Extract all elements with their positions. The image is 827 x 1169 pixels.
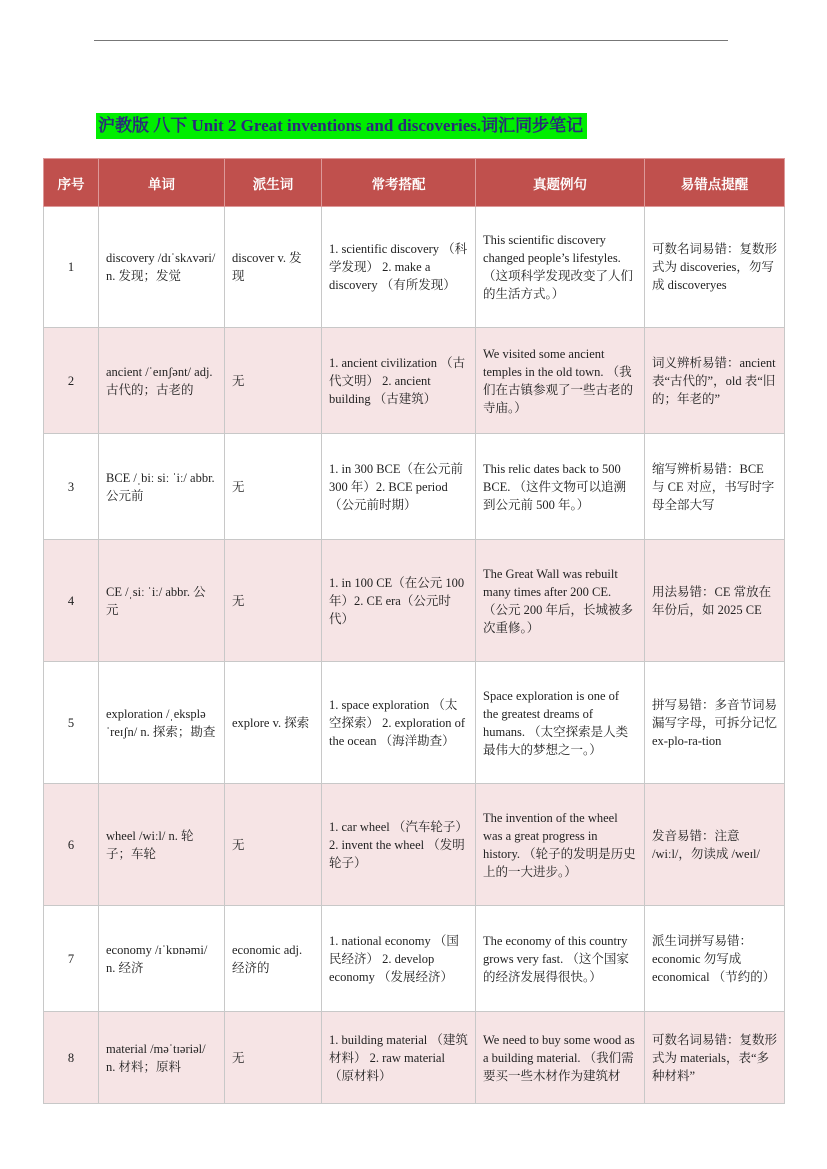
header-pitfall: 易错点提醒 [645, 159, 785, 207]
cell-word: exploration /ˌekspləˈreɪʃn/ n. 探索；勘查 [99, 662, 225, 784]
cell-pitfall: 缩写辨析易错：BCE 与 CE 对应，书写时字母全部大写 [645, 434, 785, 540]
cell-pitfall: 可数名词易错：复数形式为 materials，表“多种材料” [645, 1012, 785, 1104]
cell-number: 2 [44, 328, 99, 434]
cell-example: This scientific discovery changed people’s lifestyles. （这项科学发现改变了人们的生活方式。） [476, 207, 645, 328]
cell-pitfall: 拼写易错：多音节词易漏写字母，可拆分记忆 ex-plo-ra-tion [645, 662, 785, 784]
table-row [44, 540, 785, 662]
cell-example: This relic dates back to 500 BCE. （这件文物可以追溯到公元前 500 年。） [476, 434, 645, 540]
table-row [44, 434, 785, 540]
cell-pitfall: 发音易错：注意 /wiːl/，勿读成 /weɪl/ [645, 784, 785, 906]
cell-example: Space exploration is one of the greatest dreams of humans. （太空探索是人类最伟大的梦想之一。） [476, 662, 645, 784]
cell-pitfall: 词义辨析易错：ancient 表“古代的”，old 表“旧的；年老的” [645, 328, 785, 434]
cell-pitfall: 用法易错：CE 常放在年份后，如 2025 CE [645, 540, 785, 662]
cell-example: The Great Wall was rebuilt many times after 200 CE. （公元 200 年后，长城被多次重修。） [476, 540, 645, 662]
cell-derived: discover v. 发现 [225, 207, 322, 328]
cell-collocation: 1. building material （建筑材料） 2. raw material （原材料） [322, 1012, 476, 1104]
cell-derived: 无 [225, 784, 322, 906]
cell-word: CE /ˌsiː ˈiː/ abbr. 公元 [99, 540, 225, 662]
cell-derived: economic adj. 经济的 [225, 906, 322, 1012]
cell-collocation: 1. space exploration （太空探索） 2. exploration of the ocean （海洋勘查） [322, 662, 476, 784]
cell-word: ancient /ˈeɪnʃənt/ adj. 古代的；古老的 [99, 328, 225, 434]
header-number: 序号 [44, 159, 99, 207]
cell-example: We visited some ancient temples in the old town. （我们在古镇参观了一些古老的寺庙。） [476, 328, 645, 434]
cell-number: 1 [44, 207, 99, 328]
cell-example: We need to buy some wood as a building material. （我们需要买一些木材作为建筑材 [476, 1012, 645, 1104]
header-example: 真题例句 [476, 159, 645, 207]
table-row [44, 906, 785, 1012]
table-row [44, 328, 785, 434]
cell-pitfall: 派生词拼写易错：economic 勿写成 economical （节约的） [645, 906, 785, 1012]
cell-derived: 无 [225, 434, 322, 540]
cell-word: BCE /ˌbiː siː ˈiː/ abbr. 公元前 [99, 434, 225, 540]
cell-number: 4 [44, 540, 99, 662]
cell-number: 6 [44, 784, 99, 906]
cell-word: wheel /wiːl/ n. 轮子；车轮 [99, 784, 225, 906]
cell-number: 7 [44, 906, 99, 1012]
cell-word: discovery /dɪˈskʌvəri/ n. 发现；发觉 [99, 207, 225, 328]
document-title: 沪教版 八下 Unit 2 Great inventions and discoveries.词汇同步笔记 [96, 113, 587, 139]
cell-collocation: 1. in 100 CE（在公元 100 年）2. CE era（公元时代） [322, 540, 476, 662]
header-derived: 派生词 [225, 159, 322, 207]
cell-word: economy /ɪˈkɒnəmi/ n. 经济 [99, 906, 225, 1012]
cell-collocation: 1. scientific discovery （科学发现） 2. make a discovery （有所发现） [322, 207, 476, 328]
cell-number: 5 [44, 662, 99, 784]
vocabulary-table [43, 158, 785, 1104]
header-rule [94, 40, 728, 41]
cell-pitfall: 可数名词易错：复数形式为 discoveries，勿写成 discoveryes [645, 207, 785, 328]
table-row [44, 1012, 785, 1104]
cell-collocation: 1. national economy （国民经济） 2. develop economy （发展经济） [322, 906, 476, 1012]
cell-derived: explore v. 探索 [225, 662, 322, 784]
cell-example: The economy of this country grows very fast. （这个国家的经济发展得很快。） [476, 906, 645, 1012]
cell-collocation: 1. ancient civilization （古代文明） 2. ancient building （古建筑） [322, 328, 476, 434]
cell-derived: 无 [225, 328, 322, 434]
cell-example: The invention of the wheel was a great progress in history. （轮子的发明是历史上的一大进步。） [476, 784, 645, 906]
cell-collocation: 1. in 300 BCE（在公元前 300 年）2. BCE period （公元前时期） [322, 434, 476, 540]
table-row [44, 662, 785, 784]
cell-number: 8 [44, 1012, 99, 1104]
cell-derived: 无 [225, 1012, 322, 1104]
header-word: 单词 [99, 159, 225, 207]
table-row [44, 207, 785, 328]
table-row [44, 784, 785, 906]
table-header-row [44, 159, 785, 207]
cell-word: material /məˈtɪəriəl/ n. 材料；原料 [99, 1012, 225, 1104]
cell-derived: 无 [225, 540, 322, 662]
header-collocation: 常考搭配 [322, 159, 476, 207]
cell-number: 3 [44, 434, 99, 540]
cell-collocation: 1. car wheel （汽车轮子）2. invent the wheel （发明轮子） [322, 784, 476, 906]
